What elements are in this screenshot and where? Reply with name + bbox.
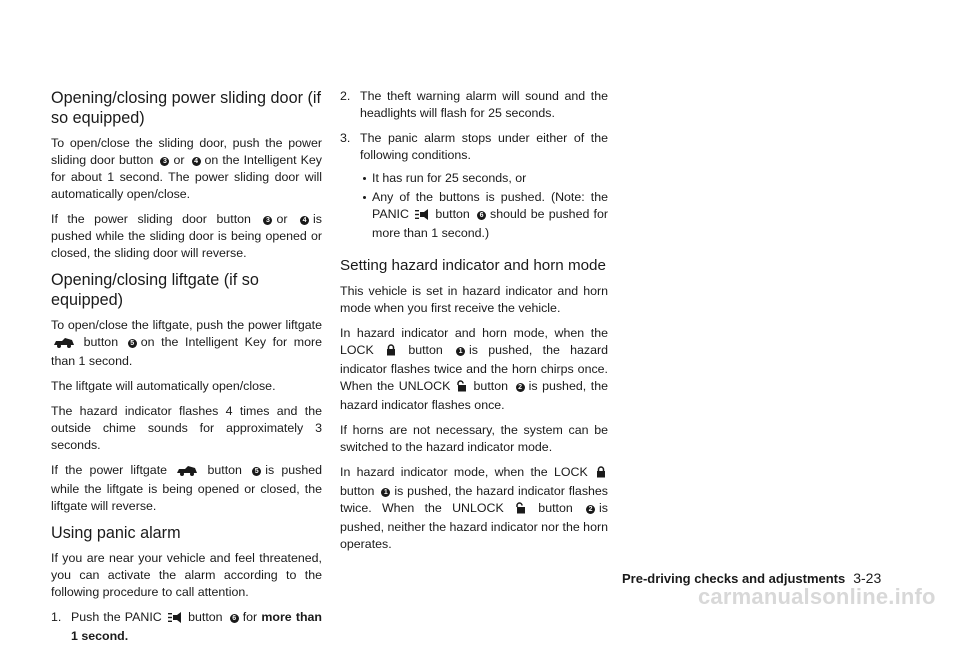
step-body <box>71 609 322 645</box>
liftgate-car-icon <box>53 336 75 353</box>
text: is pushed, the hazard indicator flashes twice. When the UNLOCK <box>340 484 608 515</box>
text: Any of the buttons is pushed. (Note: the PANIC <box>372 190 608 221</box>
right-column <box>340 88 608 561</box>
text: button <box>435 207 470 221</box>
panic-intro: If you are near your vehicle and feel threatened, you can activate the alarm according to the following procedure to call attention. <box>51 551 322 599</box>
text: on the Intelligent Key for more than 1 second. <box>51 335 322 368</box>
text: In hazard indicator and horn mode, when the LOCK <box>340 326 608 357</box>
step-body <box>360 130 608 248</box>
panic-horn-icon <box>168 611 182 628</box>
step-number: 2. <box>340 89 351 103</box>
text: button <box>188 610 223 624</box>
liftgate-paragraph-3: The hazard indicator flashes 4 times and the outside chime sounds for approximately 3 seconds. <box>51 404 322 452</box>
text: If the power liftgate <box>51 463 168 477</box>
panic-heading: Using panic alarm <box>51 524 181 542</box>
callout-6: 6 <box>230 614 239 623</box>
padlock-open-icon <box>516 502 526 519</box>
text: for <box>242 610 258 624</box>
liftgate-car-icon <box>176 464 198 481</box>
left-column <box>51 88 322 653</box>
page-number: 3-23 <box>853 570 882 586</box>
sliding-door-heading: Opening/closing power sliding door (if so equipped) <box>51 89 321 127</box>
hazard-paragraph-2 <box>340 325 608 414</box>
callout-6: 6 <box>477 211 486 220</box>
text: or <box>173 153 185 167</box>
panic-step-3 <box>340 130 608 248</box>
callout-1: 1 <box>381 488 390 497</box>
text: If the power sliding door button <box>51 212 251 226</box>
callout-2: 2 <box>516 383 525 392</box>
text: In hazard indicator mode, when the LOCK <box>340 465 588 479</box>
text: should be pushed for more than 1 second.) <box>372 207 608 240</box>
step-number: 3. <box>340 131 351 145</box>
text: is pushed, the hazard indicator flashes twice and the horn chirps once. When the UNLOCK <box>340 343 609 393</box>
callout-4: 4 <box>300 216 309 225</box>
liftgate-paragraph-2: The liftgate will automatically open/close. <box>51 379 276 393</box>
text: is pushed, neither the hazard indicator nor the horn operates. <box>340 501 608 551</box>
text: is pushed while the sliding door is being opened or closed, the sliding door will reverse. <box>51 212 322 260</box>
callout-3: 3 <box>160 157 169 166</box>
padlock-closed-icon <box>386 344 396 361</box>
text: on the Intelligent Key for about 1 second. The power sliding door will automatically open/close. <box>51 153 322 201</box>
sliding-door-paragraph-2 <box>51 211 322 262</box>
footer-section-title: Pre-driving checks and adjustments <box>622 571 846 586</box>
panic-step-2 <box>340 88 608 122</box>
padlock-closed-icon <box>596 466 606 483</box>
padlock-open-icon <box>457 380 467 397</box>
callout-5: 5 <box>252 467 261 476</box>
watermark: carmanualsonline.info <box>698 584 936 609</box>
hazard-paragraph-4 <box>340 464 608 553</box>
text: or <box>276 212 288 226</box>
hazard-heading: Setting hazard indicator and horn mode <box>340 257 606 274</box>
callout-1: 1 <box>456 347 465 356</box>
list-item: It has run for 25 seconds, or <box>360 170 608 187</box>
text: To open/close the liftgate, push the power liftgate <box>51 318 322 332</box>
text: To open/close the sliding door, push the power sliding door button <box>51 136 322 167</box>
callout-2: 2 <box>586 505 595 514</box>
callout-3: 3 <box>263 216 272 225</box>
liftgate-heading: Opening/closing liftgate (if so equipped) <box>51 271 259 309</box>
text: button <box>340 484 375 498</box>
hazard-paragraph-1: This vehicle is set in hazard indicator and horn mode when you first receive the vehicle. <box>340 284 608 315</box>
hazard-paragraph-3: If horns are not necessary, the system can be switched to the hazard indicator mode. <box>340 423 608 454</box>
condition-list <box>360 170 608 242</box>
liftgate-paragraph-1 <box>51 317 322 370</box>
step-number: 1. <box>51 610 62 624</box>
text: button <box>408 343 443 357</box>
text: The panic alarm stops under either of the following conditions. <box>360 131 608 162</box>
text: is pushed while the liftgate is being opened or closed, the liftgate will reverse. <box>51 463 323 513</box>
text: button <box>538 501 573 515</box>
text: button <box>83 335 119 349</box>
list-item <box>360 189 608 242</box>
step-body: The theft warning alarm will sound and the headlights will flash for 25 seconds. <box>360 89 608 120</box>
sliding-door-paragraph-1 <box>51 135 322 203</box>
panic-horn-icon <box>415 208 429 225</box>
panic-step-1 <box>51 609 322 645</box>
text: button <box>473 379 508 393</box>
callout-4: 4 <box>192 157 201 166</box>
text: Push the PANIC <box>71 610 162 624</box>
emphasis: more than 1 second. <box>71 610 322 643</box>
text: is pushed, the hazard indicator flashes once. <box>340 379 608 412</box>
text: button <box>207 463 242 477</box>
callout-5: 5 <box>128 339 137 348</box>
liftgate-paragraph-4 <box>51 462 322 515</box>
